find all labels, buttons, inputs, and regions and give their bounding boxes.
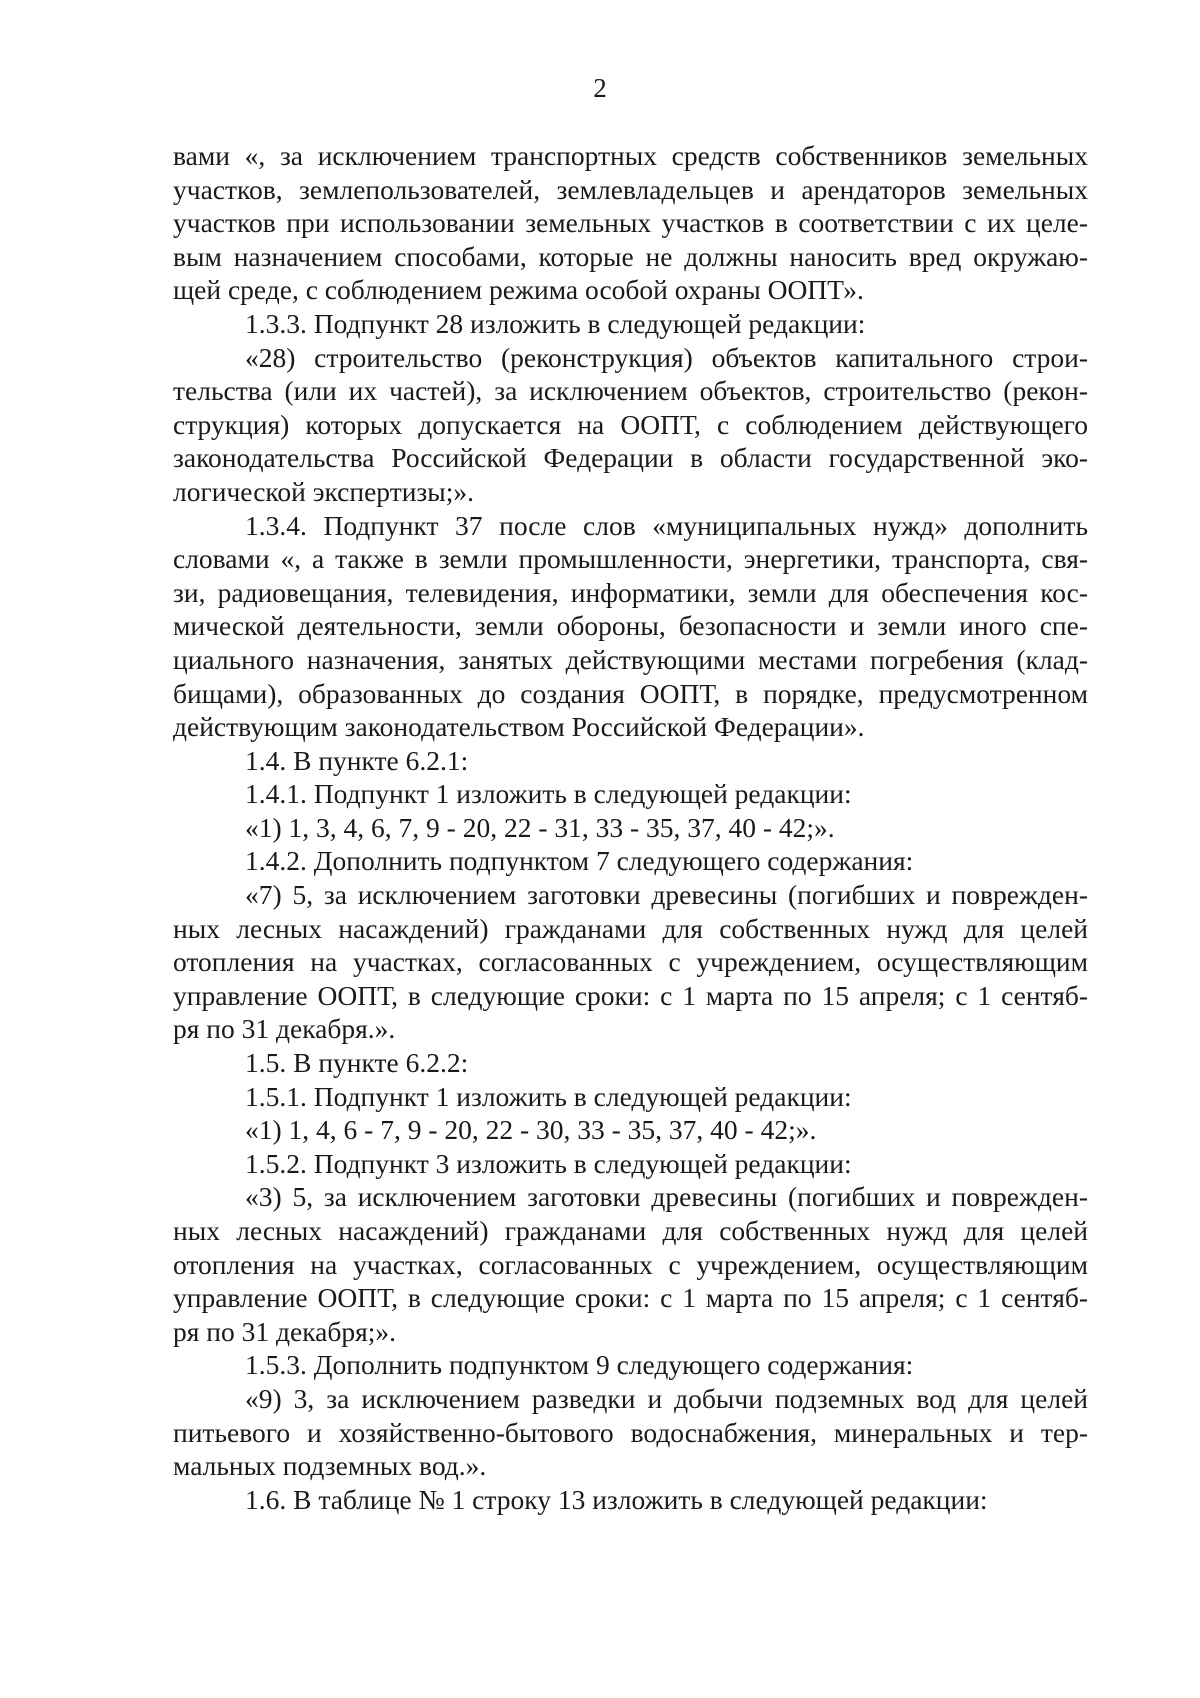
text-line: 1.5.3. Дополнить подпунктом 9 следующего содержания: xyxy=(245,1349,914,1381)
paragraph-1-5-1 xyxy=(173,1080,1088,1114)
text-line: вами «, за исключением транспортных средств собственников земельных xyxy=(173,140,1088,171)
page-number: 2 xyxy=(593,73,607,103)
paragraph-quote-1-a xyxy=(173,811,1088,845)
text-line: 1.4. В пункте 6.2.1: xyxy=(245,744,469,776)
paragraph-1-5-3 xyxy=(173,1348,1088,1382)
text-line: 1.3.3. Подпункт 28 изложить в следующей редакции: xyxy=(245,307,866,339)
text-line: «1) 1, 3, 4, 6, 7, 9 - 20, 22 - 31, 33 - 35, 37, 40 - 42;». xyxy=(245,811,835,843)
paragraph-1-4-2 xyxy=(173,844,1088,878)
text-line: 1.4.2. Дополнить подпунктом 7 следующего содержания: xyxy=(245,845,914,877)
text-line: ря по 31 декабря;». xyxy=(173,1315,396,1347)
text-line: щей среде, с соблюдением режима особой охраны ООПТ». xyxy=(173,274,864,306)
text-line: зи, радиовещания, телевидения, информатики, земли для обеспечения кос- xyxy=(173,576,1088,608)
text-line: мической деятельности, земли обороны, безопасности и земли иного спе- xyxy=(173,610,1088,642)
paragraph-quote-7 xyxy=(173,878,1088,1046)
text-line: питьевого и хозяйственно-бытового водоснабжения, минеральных и тер- xyxy=(173,1416,1088,1448)
text-line: отопления на участках, согласованных с учреждением, осуществляющим xyxy=(173,1248,1088,1280)
text-line: действующим законодательством Российской Федерации». xyxy=(173,711,865,743)
paragraph-quote-9 xyxy=(173,1382,1088,1483)
text-line: «3) 5, за исключением заготовки древесины (погибших и поврежден- xyxy=(245,1181,1088,1213)
text-line: «7) 5, за исключением заготовки древесины (погибших и поврежден- xyxy=(245,879,1088,911)
text-line: законодательства Российской Федерации в области государственной эко- xyxy=(173,442,1088,474)
text-line: тельства (или их частей), за исключением объектов, строительство (рекон- xyxy=(173,375,1088,407)
paragraph-1-4 xyxy=(173,744,1088,778)
text-line: управление ООПТ, в следующие сроки: с 1 марта по 15 апреля; с 1 сентяб- xyxy=(173,979,1088,1011)
text-line: управление ООПТ, в следующие сроки: с 1 марта по 15 апреля; с 1 сентяб- xyxy=(173,1282,1088,1314)
text-line: «9) 3, за исключением разведки и добычи подземных вод для целей xyxy=(245,1382,1088,1414)
text-line: циального назначения, занятых действующими местами погребения (клад- xyxy=(173,643,1088,675)
text-line: участков, землепользователей, землевладельцев и арендаторов земельных xyxy=(173,173,1088,205)
text-line: бищами), образованных до создания ООПТ, в порядке, предусмотренном xyxy=(173,677,1088,709)
text-line: участков при использовании земельных участков в соответствии с их целе- xyxy=(173,207,1088,239)
text-line: «28) строительство (реконструкция) объектов капитального строи- xyxy=(245,341,1088,373)
text-line: отопления на участках, согласованных с учреждением, осуществляющим xyxy=(173,946,1088,978)
paragraph-quote-3 xyxy=(173,1180,1088,1348)
paragraph-1-5 xyxy=(173,1046,1088,1080)
paragraph-continuation xyxy=(173,139,1088,307)
text-line: 1.5.2. Подпункт 3 изложить в следующей редакции: xyxy=(245,1147,852,1179)
paragraph-1-4-1 xyxy=(173,777,1088,811)
text-line: словами «, а также в земли промышленности, энергетики, транспорта, свя- xyxy=(173,543,1088,575)
paragraph-1-3-3 xyxy=(173,307,1088,341)
text-line: ря по 31 декабря.». xyxy=(173,1013,396,1045)
text-line: 1.5.1. Подпункт 1 изложить в следующей редакции: xyxy=(245,1080,852,1112)
text-line: 1.6. В таблице № 1 строку 13 изложить в следующей редакции: xyxy=(245,1483,988,1515)
paragraph-quote-28 xyxy=(173,341,1088,509)
text-line: 1.3.4. Подпункт 37 после слов «муниципальных нужд» дополнить xyxy=(245,509,1088,541)
text-line: вым назначением способами, которые не должны наносить вред окружаю- xyxy=(173,240,1088,272)
text-line: ных лесных насаждений) гражданами для собственных нужд для целей xyxy=(173,1215,1088,1246)
text-line: 1.5. В пункте 6.2.2: xyxy=(245,1047,469,1079)
paragraph-1-3-4 xyxy=(173,509,1088,744)
document-body xyxy=(173,139,1088,1516)
paragraph-1-5-2 xyxy=(173,1147,1088,1181)
paragraph-1-6 xyxy=(173,1483,1088,1517)
text-line: ных лесных насаждений) гражданами для собственных нужд для целей xyxy=(173,912,1088,944)
paragraph-quote-1-b xyxy=(173,1113,1088,1147)
text-line: струкция) которых допускается на ООПТ, с соблюдением действующего xyxy=(173,408,1088,440)
text-line: мальных подземных вод.». xyxy=(173,1450,487,1482)
text-line: «1) 1, 4, 6 - 7, 9 - 20, 22 - 30, 33 - 35, 37, 40 - 42;». xyxy=(245,1114,817,1146)
text-line: 1.4.1. Подпункт 1 изложить в следующей редакции: xyxy=(245,778,852,810)
text-line: логической экспертизы;». xyxy=(173,475,475,507)
